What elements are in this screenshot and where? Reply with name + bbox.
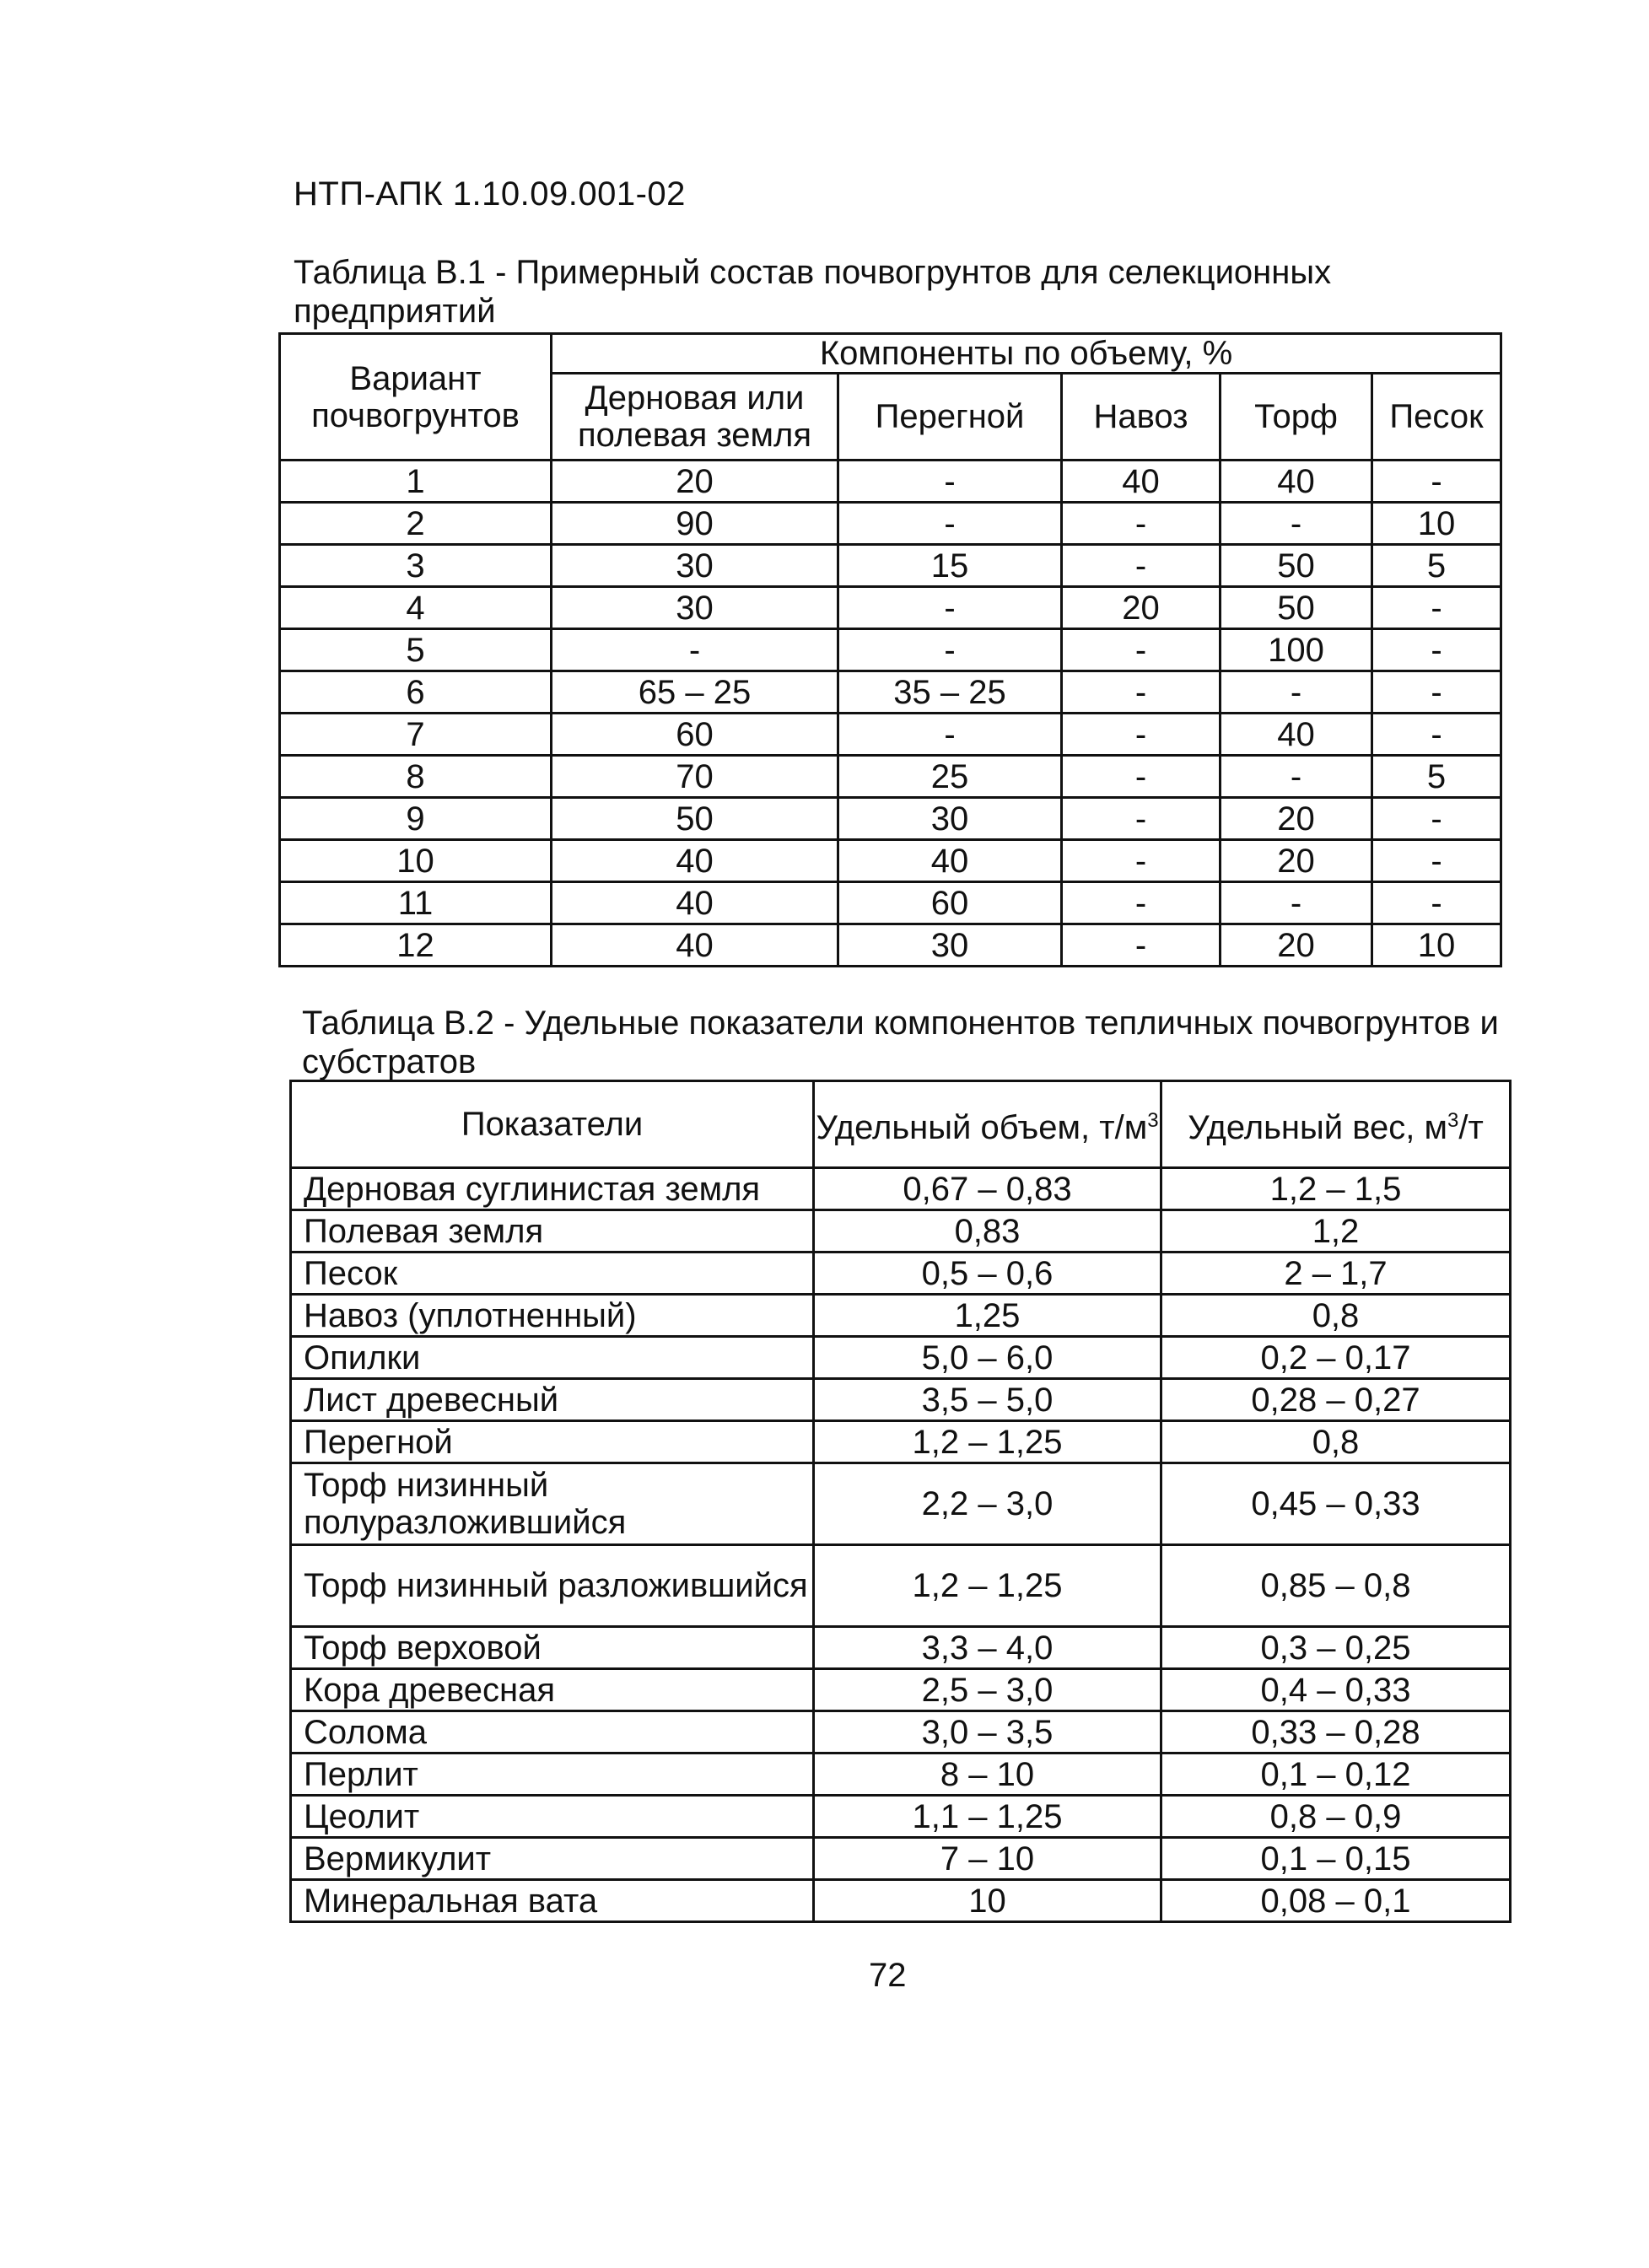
table-row <box>291 1754 1511 1796</box>
table-cell: 8 – 10 <box>814 1754 1161 1796</box>
table-cell: 40 <box>552 840 838 882</box>
table1-header-variant: Вариант почвогрунтов <box>280 334 552 461</box>
indicator-name: Вермикулит <box>291 1838 814 1880</box>
table-cell: 4 <box>280 587 552 629</box>
table-cell: 2 <box>280 503 552 545</box>
table-row <box>291 1669 1511 1711</box>
table-cell: 2,2 – 3,0 <box>814 1463 1161 1545</box>
table-cell: - <box>838 714 1062 756</box>
table-cell: 3 <box>280 545 552 587</box>
table-cell: 3,5 – 5,0 <box>814 1379 1161 1421</box>
table-cell: 5,0 – 6,0 <box>814 1337 1161 1379</box>
table-cell: 8 <box>280 756 552 798</box>
table-cell: 30 <box>552 587 838 629</box>
indicator-name: Минеральная вата <box>291 1880 814 1922</box>
table-cell: 30 <box>552 545 838 587</box>
table-cell: 30 <box>838 924 1062 967</box>
table-cell: 40 <box>1062 461 1221 503</box>
table-cell: 1,1 – 1,25 <box>814 1796 1161 1838</box>
table-cell: 0,45 – 0,33 <box>1161 1463 1511 1545</box>
table-cell: 0,08 – 0,1 <box>1161 1880 1511 1922</box>
table-row <box>291 1210 1511 1253</box>
table-cell: 0,4 – 0,33 <box>1161 1669 1511 1711</box>
table-cell: 70 <box>552 756 838 798</box>
indicator-name: Песок <box>291 1253 814 1295</box>
table1-header-col: Песок <box>1372 374 1501 461</box>
table-cell: - <box>1062 882 1221 924</box>
table2-caption: Таблица В.2 - Удельные показатели компонентов тепличных почвогрунтов и субстратов <box>302 1005 1499 1080</box>
table-cell: - <box>1062 798 1221 840</box>
table-cell: 1,2 – 1,25 <box>814 1545 1161 1627</box>
indicator-name: Торф низинный полуразложившийся <box>291 1463 814 1545</box>
table-cell: 5 <box>1372 545 1501 587</box>
document-code: НТП-АПК 1.10.09.001-02 <box>294 175 686 213</box>
indicator-name: Перлит <box>291 1754 814 1796</box>
table-cell: - <box>1372 629 1501 671</box>
table-row <box>291 1711 1511 1754</box>
table-cell: 0,28 – 0,27 <box>1161 1379 1511 1421</box>
table-cell: 35 – 25 <box>838 671 1062 714</box>
table-cell: 2,5 – 3,0 <box>814 1669 1161 1711</box>
table1-header-col: Навоз <box>1062 374 1221 461</box>
indicator-name: Дерновая суглинистая земля <box>291 1168 814 1210</box>
table-row <box>280 714 1501 756</box>
table-cell: 1,2 – 1,25 <box>814 1421 1161 1463</box>
indicator-name: Лист древесный <box>291 1379 814 1421</box>
table-cell: 40 <box>1221 461 1372 503</box>
table-row <box>280 461 1501 503</box>
table-cell: - <box>552 629 838 671</box>
table-row <box>291 1253 1511 1295</box>
table-cell: 25 <box>838 756 1062 798</box>
table-cell: 65 – 25 <box>552 671 838 714</box>
table-row <box>291 1168 1511 1210</box>
table-cell: - <box>1062 545 1221 587</box>
table-row <box>291 1337 1511 1379</box>
table-cell: 15 <box>838 545 1062 587</box>
table-cell: 5 <box>280 629 552 671</box>
table-cell: - <box>1372 840 1501 882</box>
table-cell: 50 <box>1221 587 1372 629</box>
table-cell: 40 <box>838 840 1062 882</box>
table-cell: 0,3 – 0,25 <box>1161 1627 1511 1669</box>
table-cell: 0,8 – 0,9 <box>1161 1796 1511 1838</box>
table1-caption: Таблица В.1 - Примерный состав почвогрунтов для селекционных предприятий <box>294 254 1332 330</box>
table-cell: - <box>1372 882 1501 924</box>
table-row <box>280 587 1501 629</box>
table-cell: - <box>1221 503 1372 545</box>
table-row <box>280 924 1501 967</box>
table-cell: - <box>1062 629 1221 671</box>
table-cell: - <box>838 629 1062 671</box>
table-cell: 2 – 1,7 <box>1161 1253 1511 1295</box>
table2-header-weight: Удельный вес, $м^3/т$ <box>1161 1081 1511 1168</box>
table-cell: 0,8 <box>1161 1421 1511 1463</box>
table-cell: - <box>1062 756 1221 798</box>
table-row <box>291 1796 1511 1838</box>
table-cell: 12 <box>280 924 552 967</box>
table-cell: 7 – 10 <box>814 1838 1161 1880</box>
table-cell: 1,25 <box>814 1295 1161 1337</box>
table-cell: - <box>1062 714 1221 756</box>
table-row <box>291 1463 1511 1545</box>
table1-header-col: Торф <box>1221 374 1372 461</box>
table-row <box>291 1295 1511 1337</box>
table-cell: 40 <box>552 882 838 924</box>
table-cell: - <box>1372 671 1501 714</box>
table-row <box>291 1627 1511 1669</box>
table-cell: - <box>1221 882 1372 924</box>
indicator-name: Полевая земля <box>291 1210 814 1253</box>
table-cell: 1,2 – 1,5 <box>1161 1168 1511 1210</box>
table-cell: - <box>838 587 1062 629</box>
table-cell: 10 <box>1372 924 1501 967</box>
table-cell: - <box>1372 587 1501 629</box>
table-cell: 7 <box>280 714 552 756</box>
table-cell: 40 <box>1221 714 1372 756</box>
soil-composition-table <box>278 332 1502 967</box>
table-cell: 20 <box>552 461 838 503</box>
table-cell: 0,5 – 0,6 <box>814 1253 1161 1295</box>
table-cell: - <box>1062 924 1221 967</box>
table-cell: - <box>1372 461 1501 503</box>
table-cell: 0,85 – 0,8 <box>1161 1545 1511 1627</box>
table-row <box>280 629 1501 671</box>
table-row <box>280 545 1501 587</box>
indicator-name: Солома <box>291 1711 814 1754</box>
table-cell: - <box>838 461 1062 503</box>
table-cell: - <box>1221 756 1372 798</box>
table-cell: 0,1 – 0,15 <box>1161 1838 1511 1880</box>
indicator-name: Торф низинный разложившийся <box>291 1545 814 1627</box>
table-cell: - <box>1372 798 1501 840</box>
table-row <box>280 882 1501 924</box>
table-cell: - <box>1062 671 1221 714</box>
indicator-name: Торф верховой <box>291 1627 814 1669</box>
table-cell: - <box>1221 671 1372 714</box>
table2-header-volume: Удельный объем, $т/м^3$ <box>814 1081 1161 1168</box>
table-row <box>280 840 1501 882</box>
table-cell: 20 <box>1062 587 1221 629</box>
table-cell: 1,2 <box>1161 1210 1511 1253</box>
table-cell: 3,3 – 4,0 <box>814 1627 1161 1669</box>
table-cell: 20 <box>1221 798 1372 840</box>
table-cell: 50 <box>1221 545 1372 587</box>
table-cell: 20 <box>1221 924 1372 967</box>
table-cell: 30 <box>838 798 1062 840</box>
table1-header-col: Дерновая или полевая земля <box>552 374 838 461</box>
page-number: 72 <box>869 1957 907 1994</box>
table-cell: 40 <box>552 924 838 967</box>
table-row <box>291 1838 1511 1880</box>
table-row <box>291 1421 1511 1463</box>
table-cell: 60 <box>552 714 838 756</box>
table-row <box>280 756 1501 798</box>
component-indicators-table <box>289 1080 1512 1923</box>
table-cell: - <box>1062 840 1221 882</box>
table-cell: 60 <box>838 882 1062 924</box>
indicator-name: Перегной <box>291 1421 814 1463</box>
table-row <box>291 1880 1511 1922</box>
table-cell: 9 <box>280 798 552 840</box>
table-row <box>291 1545 1511 1627</box>
table-cell: - <box>838 503 1062 545</box>
table-cell: 100 <box>1221 629 1372 671</box>
table-cell: 0,8 <box>1161 1295 1511 1337</box>
table-cell: 1 <box>280 461 552 503</box>
table-cell: 10 <box>814 1880 1161 1922</box>
table-cell: 0,67 – 0,83 <box>814 1168 1161 1210</box>
table-cell: 10 <box>1372 503 1501 545</box>
table-cell: 5 <box>1372 756 1501 798</box>
table-row <box>280 503 1501 545</box>
indicator-name: Цеолит <box>291 1796 814 1838</box>
table-row <box>291 1379 1511 1421</box>
indicator-name: Опилки <box>291 1337 814 1379</box>
indicator-name: Кора древесная <box>291 1669 814 1711</box>
table-cell: 0,83 <box>814 1210 1161 1253</box>
table1-header-col: Перегной <box>838 374 1062 461</box>
table-cell: 3,0 – 3,5 <box>814 1711 1161 1754</box>
table-cell: 50 <box>552 798 838 840</box>
table-cell: 10 <box>280 840 552 882</box>
table-row <box>280 798 1501 840</box>
table-cell: 6 <box>280 671 552 714</box>
table-cell: 20 <box>1221 840 1372 882</box>
table-cell: - <box>1372 714 1501 756</box>
table2-header-indicator: Показатели <box>291 1081 814 1168</box>
table-cell: 11 <box>280 882 552 924</box>
table-cell: 90 <box>552 503 838 545</box>
table-row <box>280 671 1501 714</box>
table-cell: 0,2 – 0,17 <box>1161 1337 1511 1379</box>
table-cell: 0,33 – 0,28 <box>1161 1711 1511 1754</box>
table1-header-group: Компоненты по объему, % <box>552 334 1501 374</box>
table-cell: 0,1 – 0,12 <box>1161 1754 1511 1796</box>
table-cell: - <box>1062 503 1221 545</box>
indicator-name: Навоз (уплотненный) <box>291 1295 814 1337</box>
